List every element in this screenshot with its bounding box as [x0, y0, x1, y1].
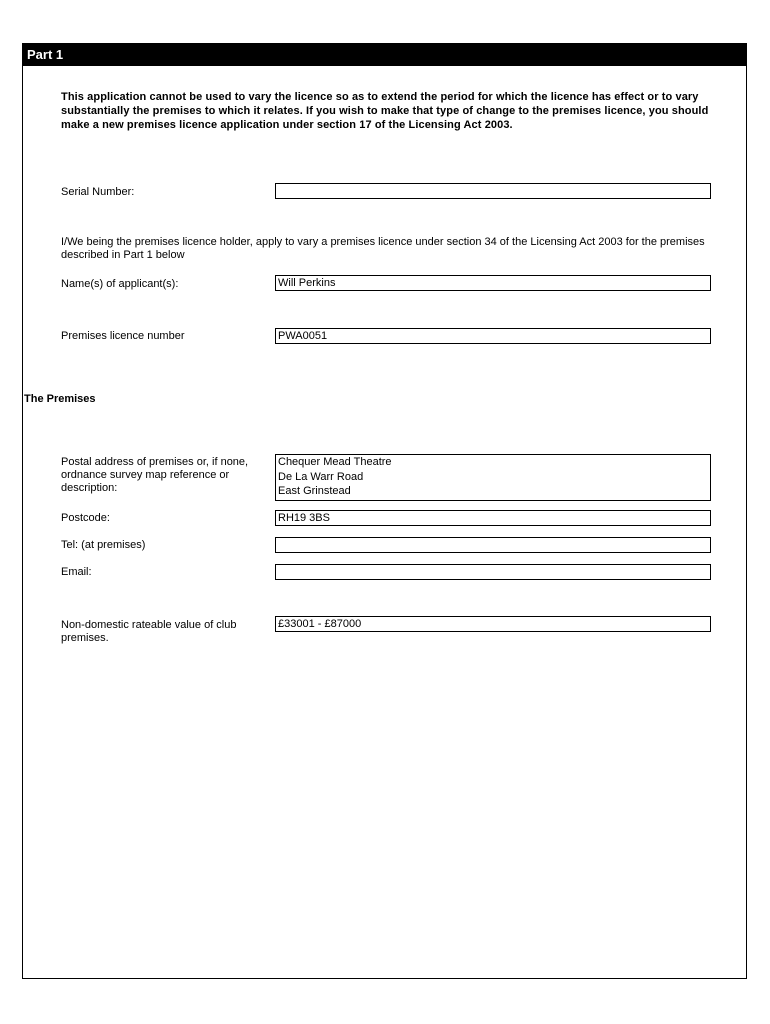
applicant-name-field[interactable]: Will Perkins — [275, 275, 711, 291]
serial-number-field[interactable] — [275, 183, 711, 199]
tel-label: Tel: (at premises) — [61, 539, 146, 551]
serial-number-label: Serial Number: — [61, 186, 135, 198]
rateable-value-field[interactable]: £33001 - £87000 — [275, 616, 711, 632]
address-label: Postal address of premises or, if none, ordnance survey map reference or description: — [61, 456, 249, 494]
licence-number-field[interactable]: PWA0051 — [275, 328, 711, 344]
rateable-value-label: Non-domestic rateable value of club premises. — [61, 619, 237, 644]
address-line-1: Chequer Mead Theatre — [278, 456, 392, 468]
address-line-2: De La Warr Road — [278, 470, 364, 483]
applicant-name-label: Name(s) of applicant(s): — [61, 278, 179, 290]
tel-field[interactable] — [275, 537, 711, 553]
notice-text: This application cannot be used to vary the licence so as to extend the period for which the licence has effect or to vary substantially the premises to which it relates. If you wish to make that type of change to the premises licence, you should make a new premises licence application under section 17 of the Licensing Act 2003. — [61, 91, 709, 131]
address-line-3: East Grinstead — [278, 485, 351, 497]
licence-number-label: Premises licence number — [61, 330, 185, 342]
email-label: Email: — [61, 566, 92, 578]
address-field[interactable] — [275, 454, 711, 501]
postcode-label: Postcode: — [61, 512, 110, 524]
declaration-text: I/We being the premises licence holder, apply to vary a premises licence under section 34 of the Licensing Act 2003 for the premises described in Part 1 below — [61, 236, 705, 261]
email-field[interactable] — [275, 564, 711, 580]
postcode-field[interactable]: RH19 3BS — [275, 510, 711, 526]
premises-heading: The Premises — [24, 393, 96, 405]
part-header: Part 1 — [22, 43, 747, 66]
